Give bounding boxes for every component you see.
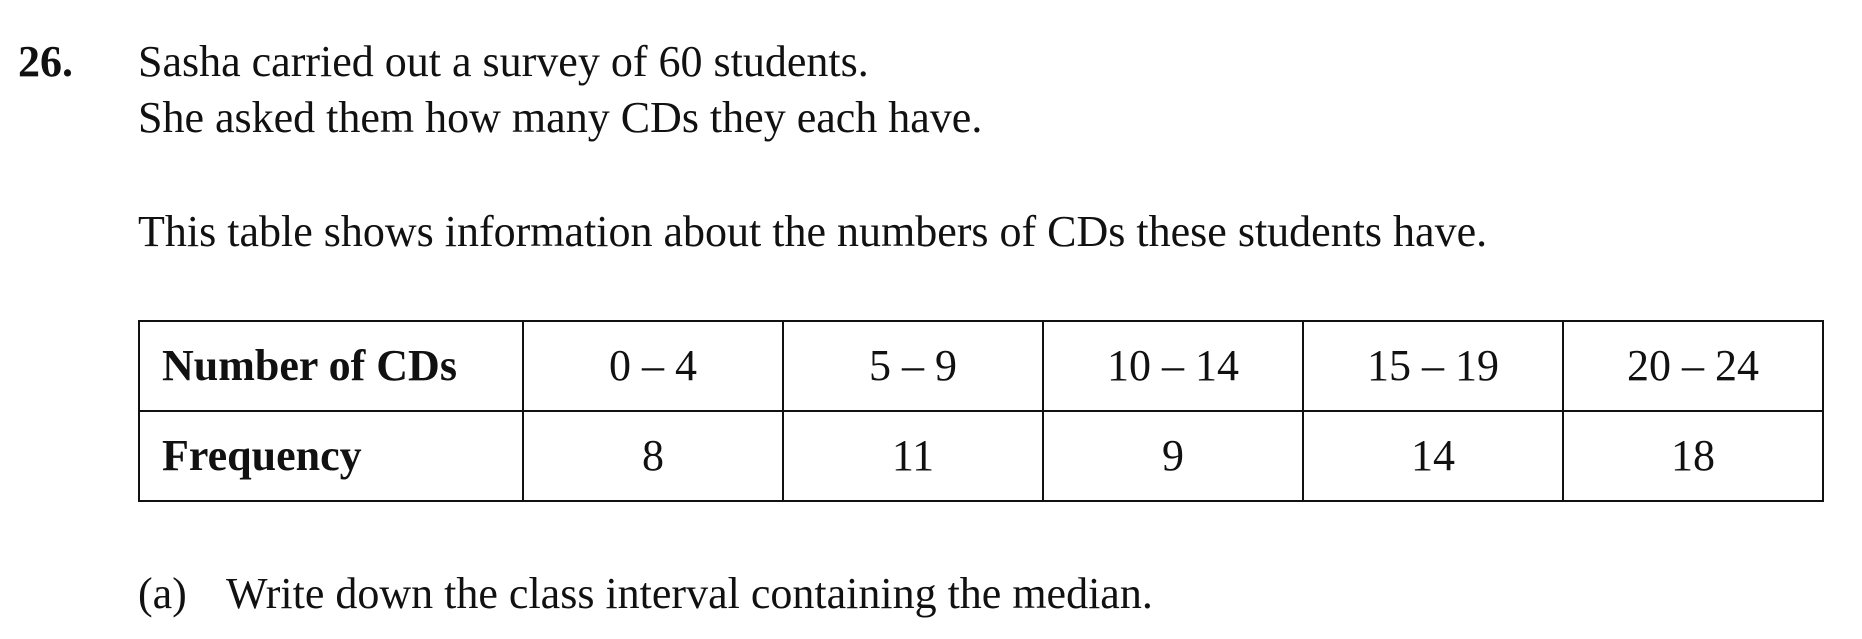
frequency-cell: 14	[1303, 411, 1563, 501]
part-a-text: Write down the class interval containing the median.	[226, 569, 1153, 618]
table-row-intervals	[139, 321, 1823, 411]
row-header-number-of-cds: Number of CDs	[139, 321, 523, 411]
interval-cell: 5 – 9	[783, 321, 1043, 411]
intro-line-2: She asked them how many CDs they each have.	[138, 93, 983, 142]
intro-line-3: This table shows information about the numbers of CDs these students have.	[138, 207, 1488, 256]
frequency-cell: 8	[523, 411, 783, 501]
frequency-table	[138, 320, 1824, 502]
interval-cell: 15 – 19	[1303, 321, 1563, 411]
interval-cell: 0 – 4	[523, 321, 783, 411]
table-row-frequency	[139, 411, 1823, 501]
intro-line-1: Sasha carried out a survey of 60 students.	[138, 37, 869, 86]
frequency-cell: 9	[1043, 411, 1303, 501]
interval-cell: 10 – 14	[1043, 321, 1303, 411]
question-number: 26.	[18, 37, 73, 86]
row-header-frequency: Frequency	[139, 411, 523, 501]
part-a-label: (a)	[138, 569, 187, 618]
interval-cell: 20 – 24	[1563, 321, 1823, 411]
frequency-cell: 18	[1563, 411, 1823, 501]
frequency-cell: 11	[783, 411, 1043, 501]
